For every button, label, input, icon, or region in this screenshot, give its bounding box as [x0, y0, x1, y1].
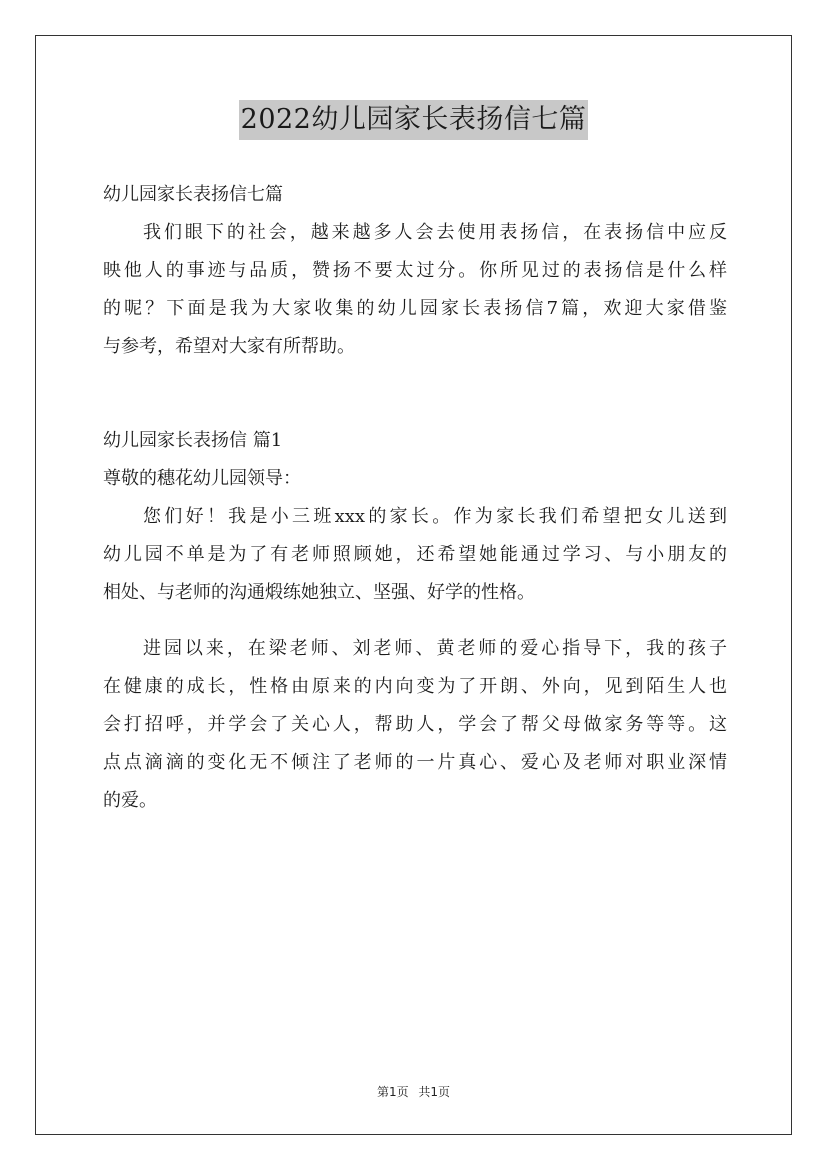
document-title: 2022幼儿园家长表扬信七篇: [239, 100, 589, 140]
paragraph-line: 的爱。: [103, 790, 157, 811]
subtitle: 幼儿园家长表扬信七篇: [103, 184, 283, 205]
paragraph-line: 与参考，希望对大家有所帮助。: [103, 336, 355, 357]
letter-paragraph-1: [103, 498, 727, 612]
paragraph-line: 在健康的成长，性格由原来的内向变为了开朗、外向，见到陌生人也: [103, 676, 727, 697]
page-total: 共1页: [418, 1085, 451, 1099]
paragraph-line: 相处、与老师的沟通煅练她独立、坚强、好学的性格。: [103, 582, 535, 603]
paragraph-line: 您们好！我是小三班xxx的家长。作为家长我们希望把女儿送到: [143, 506, 727, 527]
paragraph-line: 点点滴滴的变化无不倾注了老师的一片真心、爱心及老师对职业深情: [103, 752, 727, 773]
paragraph-line: 我们眼下的社会，越来越多人会去使用表扬信，在表扬信中应反: [143, 222, 727, 243]
paragraph-spacer: [103, 612, 727, 630]
page-number: 第1页: [376, 1085, 409, 1099]
section-heading: 幼儿园家长表扬信 篇1: [103, 430, 283, 451]
paragraph-line: 幼儿园不单是为了有老师照顾她，还希望她能通过学习、与小朋友的: [103, 544, 727, 565]
paragraph-line: 映他人的事迹与品质，赞扬不要太过分。你所见过的表扬信是什么样: [103, 260, 727, 281]
paragraph-line: 会打招呼，并学会了关心人，帮助人，学会了帮父母做家务等等。这: [103, 714, 727, 735]
section-spacer: [103, 366, 727, 422]
title-container: [0, 100, 827, 140]
paragraph-line: 进园以来，在梁老师、刘老师、黄老师的爱心指导下，我的孩子: [143, 638, 727, 659]
intro-paragraph: [103, 214, 727, 366]
page-footer: [0, 1083, 827, 1100]
salutation: 尊敬的穗花幼儿园领导：: [103, 468, 301, 489]
document-body: [103, 176, 727, 820]
paragraph-line: 的呢？下面是我为大家收集的幼儿园家长表扬信7篇，欢迎大家借鉴: [103, 298, 727, 319]
letter-paragraph-2: [103, 630, 727, 820]
